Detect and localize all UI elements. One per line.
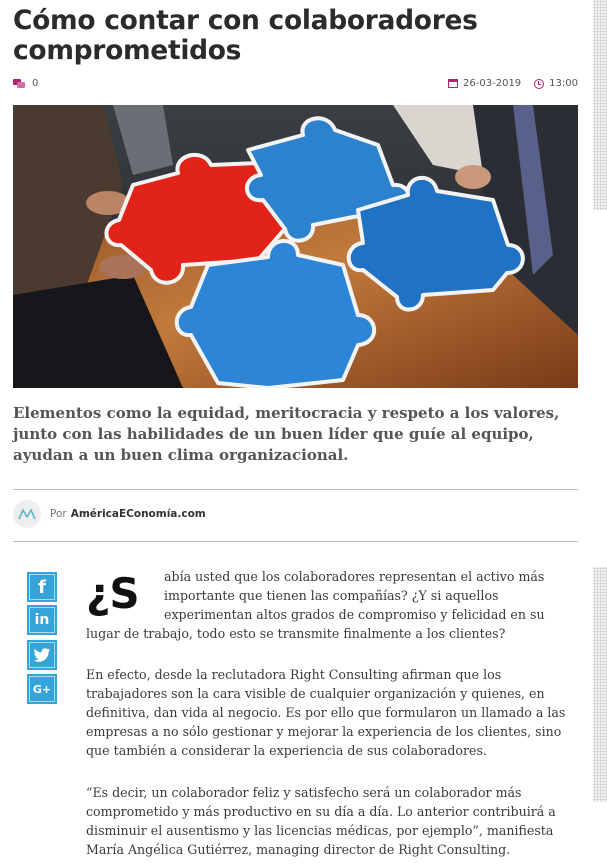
- paragraph-2: En efecto, desde la reclutadora Right Consulting afirman que los trabajadores son la cara visible de cualquier organización y quienes, en definitiva, dan vida al negocio. Es por ello que formularon un llamado a las empresas a no sólo gestionar y mejorar la experiencia de los clientes, sino que también a considerar la experiencia de sus colaboradores.: [86, 667, 566, 758]
- paragraph-1-line-1: abía usted que los colaboradores representan el activo más: [164, 569, 545, 584]
- share-googleplus-button[interactable]: [27, 674, 57, 704]
- side-rail-bottom: [593, 567, 607, 802]
- hero-image: [13, 105, 578, 388]
- paragraph-1-line-3: experimentan altos grados de compromiso y felicidad en su: [164, 607, 545, 622]
- googleplus-icon: G+: [29, 676, 55, 702]
- byline-bottom-divider: [13, 541, 578, 542]
- paragraph-3: “Es decir, un colaborador feliz y satisfecho será un colaborador más comprometido y más productivo en su día a día. Lo anterior contribuirá a disminuir el ausentismo y las licencias médicas, por ejemplo”, manifiesta María Angélica Gutiérrez, managing director de Right Consulting.: [86, 785, 556, 857]
- twitter-icon: [29, 642, 55, 668]
- article-title: Cómo contar con colaboradores comprometidos: [13, 5, 478, 66]
- author-name[interactable]: AméricaEConomía.com: [70, 508, 206, 520]
- paragraph-1-line-4: lugar de trabajo, todo esto se transmite finalmente a los clientes?: [86, 626, 506, 641]
- article-lead: Elementos como la equidad, meritocracia y respeto a los valores, junto con las habilidades de un buen líder que guíe al equipo, ayudan a un buen clima organizacional.: [13, 404, 560, 464]
- share-facebook-button[interactable]: [27, 572, 57, 602]
- share-twitter-button[interactable]: [27, 640, 57, 670]
- side-rail-top: [593, 0, 607, 210]
- byline: [13, 499, 206, 529]
- calendar-icon: [448, 79, 458, 88]
- paragraph-1-line-2: importante que tienen las compañías? ¿Y si aquellos: [164, 588, 499, 603]
- date-time: [448, 78, 578, 89]
- article-meta: [13, 78, 578, 94]
- linkedin-icon: in: [29, 607, 55, 633]
- dropcap: ¿S: [86, 569, 139, 618]
- comments-link[interactable]: [13, 78, 38, 89]
- comments-icon: [13, 79, 25, 89]
- facebook-icon: f: [29, 574, 55, 600]
- clock-icon: [534, 79, 544, 89]
- byline-prefix: Por: [50, 508, 67, 520]
- share-linkedin-button[interactable]: [27, 605, 57, 635]
- publisher-logo: [13, 500, 41, 528]
- byline-top-divider: [13, 489, 578, 490]
- publish-date: 26-03-2019: [463, 78, 522, 89]
- comment-count: 0: [32, 78, 39, 89]
- publish-time: 13:00: [549, 78, 578, 89]
